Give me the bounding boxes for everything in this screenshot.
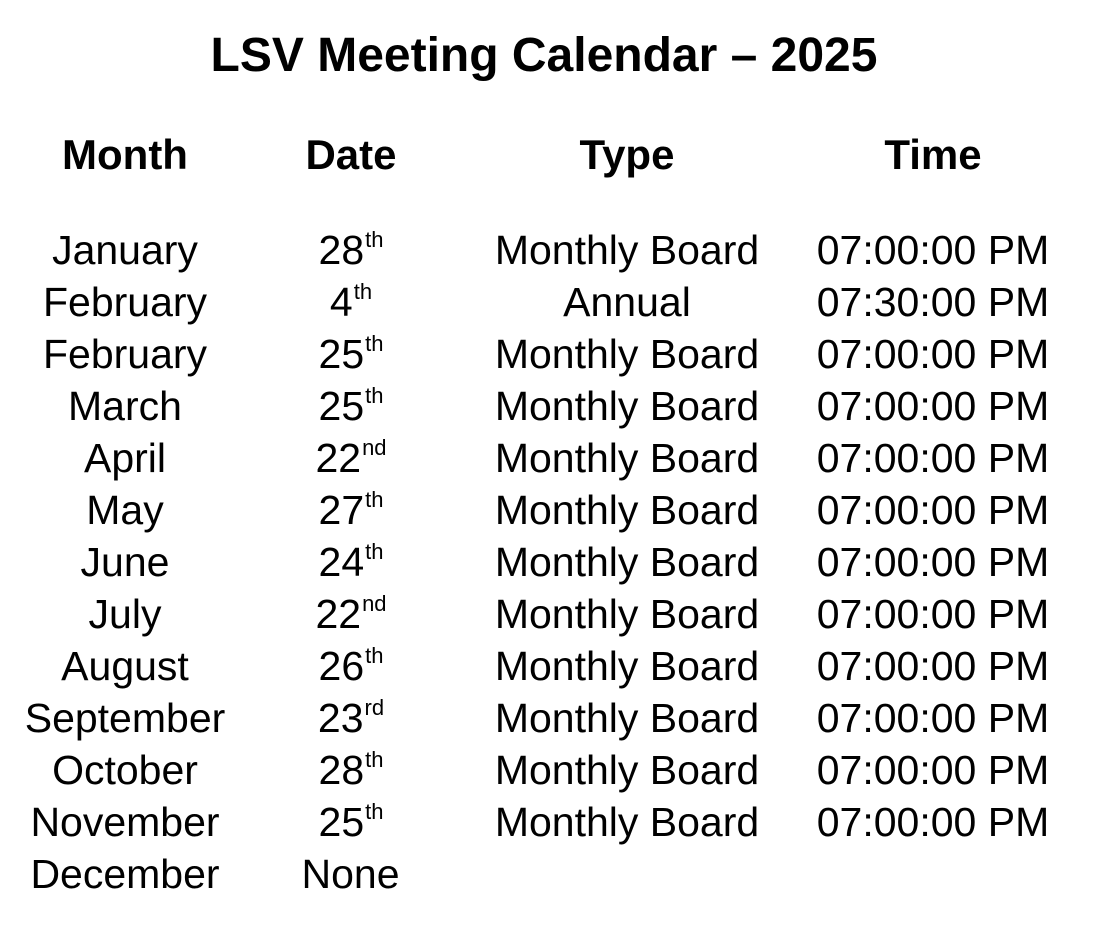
month-cell: August (61, 643, 189, 689)
table-row (0, 276, 1108, 328)
time-cell: 07:00:00 PM (816, 747, 1050, 793)
date-day: 22 (315, 591, 362, 637)
time-cell: 07:00:00 PM (816, 591, 1050, 637)
meeting-table-body (0, 224, 1108, 900)
date-cell (276, 276, 426, 335)
date-day: None (301, 851, 400, 897)
table-row (0, 224, 1108, 276)
time-cell: 07:00:00 PM (816, 539, 1050, 585)
table-row (0, 380, 1108, 432)
date-day: 26 (318, 643, 365, 689)
date-ordinal-suffix: th (365, 227, 384, 252)
type-cell: Monthly Board (494, 435, 760, 481)
month-cell: September (24, 695, 226, 741)
type-cell: Monthly Board (494, 227, 760, 273)
date-cell (276, 380, 426, 439)
table-row (0, 484, 1108, 536)
table-row (0, 692, 1108, 744)
date-ordinal-suffix: th (365, 799, 384, 824)
date-day: 4 (329, 279, 353, 325)
date-ordinal-suffix: th (365, 331, 384, 356)
table-row (0, 848, 1108, 900)
table-row (0, 588, 1108, 640)
month-cell: March (68, 383, 182, 429)
date-cell (276, 744, 426, 803)
date-cell (276, 224, 426, 283)
date-ordinal-suffix: th (365, 539, 384, 564)
table-row (0, 744, 1108, 796)
date-ordinal-suffix: nd (362, 435, 387, 460)
date-ordinal-suffix: th (365, 487, 384, 512)
table-row (0, 796, 1108, 848)
date-day: 25 (318, 383, 365, 429)
month-cell: February (42, 331, 208, 377)
table-row (0, 432, 1108, 484)
month-cell: January (52, 227, 198, 273)
time-cell: 07:00:00 PM (816, 331, 1050, 377)
month-cell: December (30, 851, 220, 897)
date-cell (276, 692, 426, 751)
date-cell (276, 328, 426, 387)
month-cell: February (42, 279, 208, 325)
page-title: LSV Meeting Calendar – 2025 (210, 29, 878, 82)
date-day: 27 (318, 487, 365, 533)
time-cell: 07:00:00 PM (816, 435, 1050, 481)
type-cell: Monthly Board (494, 487, 760, 533)
date-cell (276, 432, 426, 491)
date-day: 28 (318, 747, 365, 793)
type-cell: Monthly Board (494, 695, 760, 741)
month-cell: July (88, 591, 162, 637)
date-ordinal-suffix: nd (362, 591, 387, 616)
type-cell: Monthly Board (494, 539, 760, 585)
header-time: Time (884, 131, 982, 178)
time-cell: 07:00:00 PM (816, 487, 1050, 533)
time-cell: 07:00:00 PM (816, 695, 1050, 741)
type-cell: Annual (563, 279, 691, 325)
table-row (0, 640, 1108, 692)
date-cell (276, 484, 426, 543)
header-type: Type (579, 131, 675, 178)
date-ordinal-suffix: rd (364, 695, 385, 720)
time-cell: 07:00:00 PM (816, 383, 1050, 429)
type-cell: Monthly Board (494, 331, 760, 377)
type-cell: Monthly Board (494, 591, 760, 637)
date-cell (276, 848, 426, 907)
table-row (0, 536, 1108, 588)
type-cell: Monthly Board (494, 383, 760, 429)
time-cell: 07:00:00 PM (816, 643, 1050, 689)
month-cell: April (83, 435, 167, 481)
date-day: 24 (318, 539, 365, 585)
date-cell (276, 588, 426, 647)
date-ordinal-suffix: th (353, 279, 373, 304)
date-day: 23 (317, 695, 364, 741)
date-day: 22 (315, 435, 362, 481)
date-day: 28 (318, 227, 365, 273)
type-cell: Monthly Board (494, 643, 760, 689)
month-cell: May (86, 487, 164, 533)
type-cell: Monthly Board (494, 799, 760, 845)
table-row (0, 328, 1108, 380)
header-date: Date (305, 131, 397, 178)
date-ordinal-suffix: th (365, 383, 384, 408)
month-cell: October (52, 747, 198, 793)
date-ordinal-suffix: th (365, 643, 384, 668)
date-day: 25 (318, 799, 365, 845)
date-cell (276, 536, 426, 595)
date-cell (276, 796, 426, 855)
time-cell: 07:30:00 PM (816, 279, 1050, 325)
month-cell: November (30, 799, 220, 845)
header-month: Month (62, 131, 188, 178)
table-header (0, 130, 1108, 180)
date-ordinal-suffix: th (365, 747, 384, 772)
date-day: 25 (318, 331, 365, 377)
time-cell: 07:00:00 PM (816, 799, 1050, 845)
date-cell (276, 640, 426, 699)
type-cell: Monthly Board (494, 747, 760, 793)
month-cell: June (80, 539, 170, 585)
time-cell: 07:00:00 PM (816, 227, 1050, 273)
